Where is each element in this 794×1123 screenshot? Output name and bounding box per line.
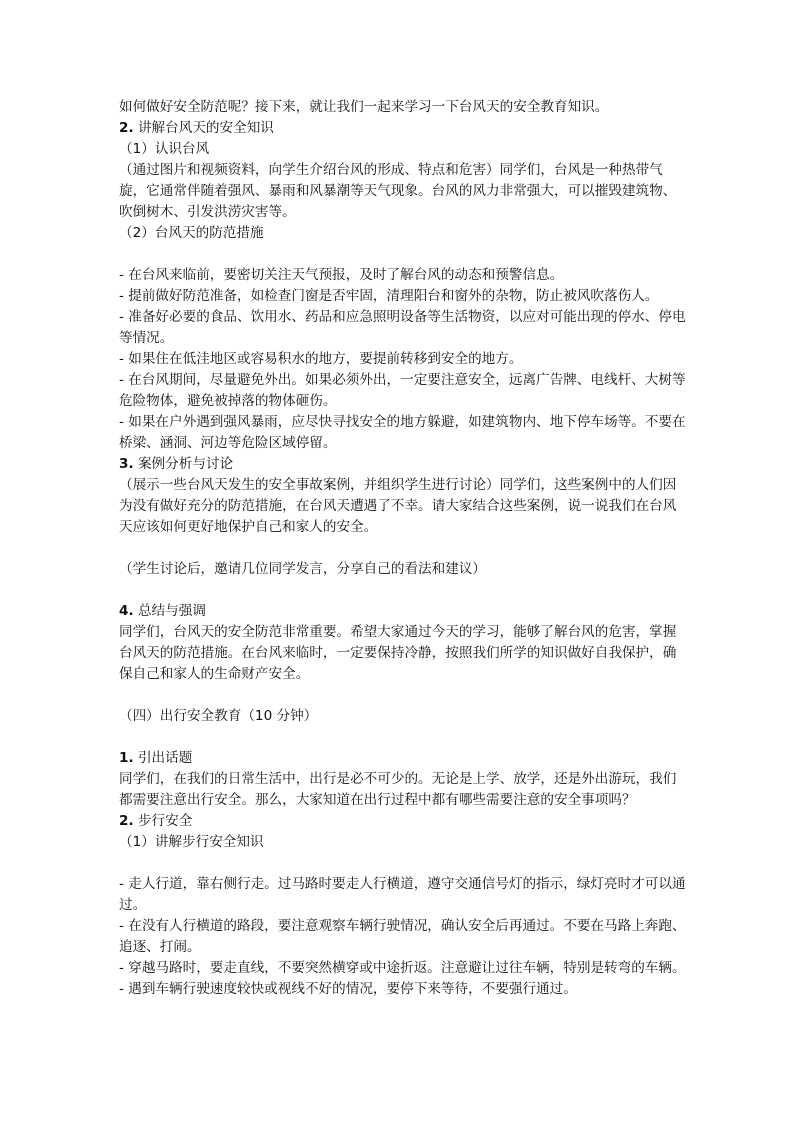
document-body [119,97,689,1000]
paragraph-text: （2）台风天的防范措施 [119,225,264,241]
section-number: 3. [119,456,134,472]
paragraph-text: - 走人行道，靠右侧行走。过马路时要走人行横道，遵守交通信号灯的指示，绿灯亮时才可以通过。 [119,876,686,913]
paragraph [119,307,689,349]
paragraph [119,622,689,685]
section-number: 1. [119,750,134,766]
section-number: 2. [119,813,134,829]
paragraph [119,832,689,853]
paragraph [119,475,689,538]
paragraph [119,349,689,370]
paragraph-text: - 在台风来临前，要密切关注天气预报，及时了解台风的动态和预警信息。 [119,267,564,283]
paragraph-text: - 在没有人行横道的路段，要注意观察车辆行驶情况，确认安全后再通过。不要在马路上奔跑、追逐、打闹。 [119,918,686,955]
paragraph [119,139,689,160]
paragraph [119,769,689,811]
paragraph [119,601,689,622]
paragraph-text: （学生讨论后，邀请几位同学发言，分享自己的看法和建议） [119,561,487,577]
blank-line [119,244,689,265]
paragraph-text: - 准备好必要的食品、饮用水、药品和应急照明设备等生活物资，以应对可能出现的停水、停电等情况。 [119,309,686,346]
paragraph [119,265,689,286]
paragraph-text: （通过图片和视频资料，向学生介绍台风的形成、特点和危害）同学们，台风是一种热带气旋，它通常伴随着强风、暴雨和风暴潮等天气现象。台风的风力非常强大，可以摧毁建筑物、吹倒树木、引发洪涝灾害等。 [119,162,677,220]
paragraph [119,118,689,139]
paragraph [119,748,689,769]
blank-line [119,580,689,601]
paragraph-text: 引出话题 [133,750,193,766]
blank-line [119,853,689,874]
paragraph-text: 同学们，在我们的日常生活中，出行是必不可少的。无论是上学、放学，还是外出游玩，我们都需要注意出行安全。那么，大家知道在出行过程中都有哪些需要注意的安全事项吗？ [119,771,677,808]
paragraph [119,454,689,475]
blank-line [119,685,689,706]
paragraph-text: （1）认识台风 [119,141,210,157]
paragraph [119,370,689,412]
paragraph-text: - 在台风期间，尽量避免外出。如果必须外出，一定要注意安全，远离广告牌、电线杆、大树等危险物体，避免被掉落的物体砸伤。 [119,372,686,409]
paragraph-text: （四）出行安全教育（10 分钟） [119,708,318,724]
paragraph [119,706,689,727]
paragraph-text: - 如果在户外遇到强风暴雨，应尽快寻找安全的地方躲避，如建筑物内、地下停车场等。不要在桥梁、涵洞、河边等危险区域停留。 [119,414,686,451]
paragraph-text: 如何做好安全防范呢？接下来，就让我们一起来学习一下台风天的安全教育知识。 [119,99,609,115]
paragraph [119,223,689,244]
paragraph-text: 同学们，台风天的安全防范非常重要。希望大家通过今天的学习，能够了解台风的危害，掌握台风天的防范措施。在台风来临时，一定要保持冷静，按照我们所学的知识做好自我保护，确保自己和家人的生命财产安全。 [119,624,677,682]
paragraph-text: 总结与强调 [133,603,206,619]
paragraph [119,958,689,979]
paragraph [119,979,689,1000]
paragraph [119,412,689,454]
paragraph [119,916,689,958]
section-number: 2. [119,120,134,136]
paragraph [119,559,689,580]
blank-line [119,538,689,559]
paragraph-text: - 穿越马路时，要走直线，不要突然横穿或中途折返。注意避让过往车辆，特别是转弯的车辆。 [119,960,686,976]
paragraph-text: 案例分析与讨论 [133,456,234,472]
paragraph-text: - 提前做好防范准备，如检查门窗是否牢固，清理阳台和窗外的杂物，防止被风吹落伤人。 [119,288,659,304]
paragraph-text: 讲解台风天的安全知识 [133,120,274,136]
paragraph [119,160,689,223]
blank-line [119,727,689,748]
paragraph [119,811,689,832]
paragraph [119,874,689,916]
paragraph-text: - 如果住在低洼地区或容易积水的地方，要提前转移到安全的地方。 [119,351,523,367]
section-number: 4. [119,603,134,619]
paragraph [119,286,689,307]
paragraph [119,97,689,118]
paragraph-text: 步行安全 [133,813,193,829]
paragraph-text: （展示一些台风天发生的安全事故案例，并组织学生进行讨论）同学们，这些案例中的人们因为没有做好充分的防范措施，在台风天遭遇了不幸。请大家结合这些案例，说一说我们在台风天应该如何更好地保护自己和家人的安全。 [119,477,677,535]
paragraph-text: - 遇到车辆行驶速度较快或视线不好的情况，要停下来等待，不要强行通过。 [119,981,577,997]
paragraph-text: （1）讲解步行安全知识 [119,834,264,850]
